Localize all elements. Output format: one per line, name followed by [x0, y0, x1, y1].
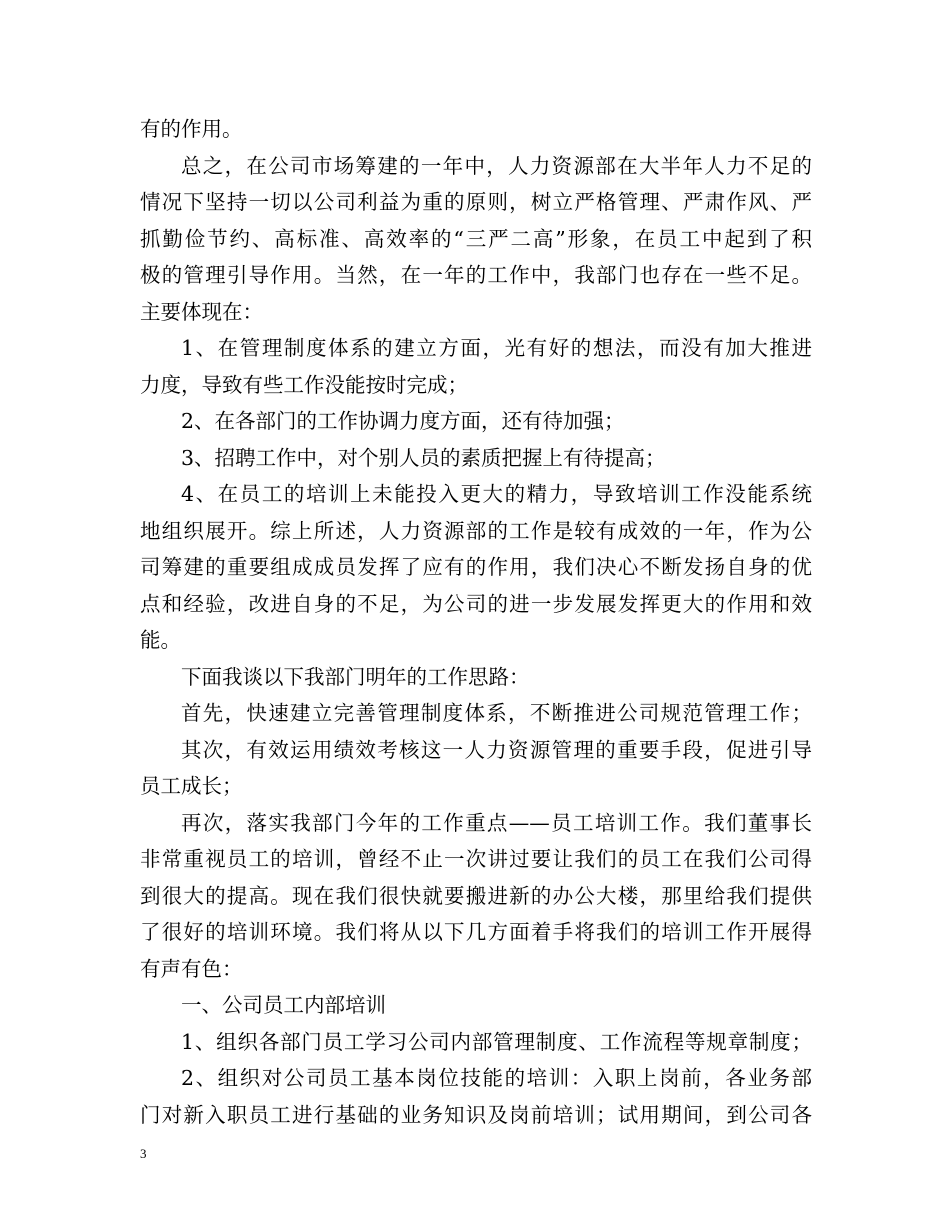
text-line: 地组织展开。综上所述，人力资源部的工作是较有成效的一年，作为公 — [140, 518, 812, 543]
text-line: 力度，导致有些工作没能按时完成； — [140, 372, 468, 397]
text-line: 一、公司员工内部培训 — [181, 993, 386, 1017]
text-line: 了很好的培训环境。我们将从以下几方面着手将我们的培训工作开展得 — [140, 920, 812, 944]
text-line: 情况下坚持一切以公司利益为重的原则，树立严格管理、严肃作风、严 — [140, 190, 812, 214]
text-line: 3、招聘工作中，对个别人员的素质把握上有待提高； — [181, 445, 666, 470]
text-line: 2、在各部门的工作协调力度方面，还有待加强； — [181, 409, 625, 433]
text-line: 再次，落实我部门今年的工作重点——员工培训工作。我们董事长 — [181, 810, 812, 835]
text-line: 门对新入职员工进行基础的业务知识及岗前培训；试用期间，到公司各 — [140, 1102, 812, 1127]
text-line: 能。 — [140, 628, 181, 652]
text-line: 总之，在公司市场筹建的一年中，人力资源部在大半年人力不足的 — [181, 153, 812, 178]
text-line: 点和经验，改进自身的不足，为公司的进一步发展发挥更大的作用和效 — [140, 591, 812, 616]
text-line: 2、组织对公司员工基本岗位技能的培训：入职上岗前，各业务部 — [181, 1066, 812, 1090]
text-line: 到很大的提高。现在我们很快就要搬进新的办公大楼，那里给我们提供 — [140, 883, 812, 908]
text-line: 极的管理引导作用。当然，在一年的工作中，我部门也存在一些不足。 — [140, 263, 812, 287]
page-number: 3 — [140, 1146, 147, 1161]
text-line: 有的作用。 — [140, 117, 243, 141]
text-line: 4、在员工的培训上未能投入更大的精力，导致培训工作没能系统 — [181, 482, 812, 506]
text-line: 首先，快速建立完善管理制度体系，不断推进公司规范管理工作； — [181, 701, 812, 725]
text-line: 司筹建的重要组成成员发挥了应有的作用，我们决心不断发扬自身的优 — [140, 555, 812, 579]
text-line: 1、组织各部门员工学习公司内部管理制度、工作流程等规章制度； — [181, 1029, 812, 1054]
text-line: 非常重视员工的培训，曾经不止一次讲过要让我们的员工在我们公司得 — [140, 847, 812, 871]
text-line: 有声有色： — [140, 956, 243, 981]
text-line: 员工成长； — [140, 774, 243, 798]
text-line: 主要体现在： — [140, 299, 263, 324]
text-line: 1、在管理制度体系的建立方面，光有好的想法，而没有加大推进 — [181, 336, 812, 360]
text-line: 下面我谈以下我部门明年的工作思路： — [181, 664, 530, 689]
text-line: 其次，有效运用绩效考核这一人力资源管理的重要手段，促进引导 — [181, 737, 812, 762]
document-body — [140, 111, 812, 1133]
text-line: 抓勤俭节约、高标准、高效率的“三严二高”形象，在员工中起到了积 — [140, 226, 812, 251]
